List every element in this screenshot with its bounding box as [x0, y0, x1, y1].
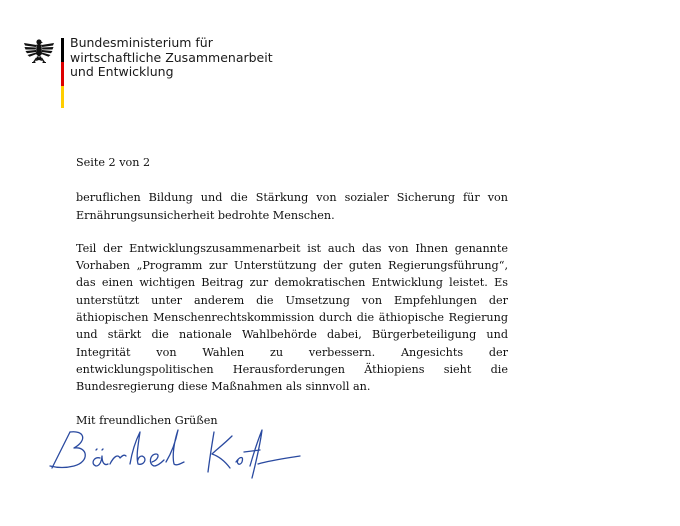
ministry-name-line-1: Bundesministerium für	[70, 35, 213, 50]
handwritten-signature-icon	[44, 422, 304, 486]
closing-salutation: Mit freundlichen Grüßen	[76, 413, 218, 427]
ministry-name-line-3: und Entwicklung	[70, 64, 174, 80]
letter-body	[76, 154, 508, 429]
page-indicator: Seite 2 von 2	[76, 156, 151, 169]
flag-bar	[61, 38, 64, 108]
flag-stripe-black	[61, 38, 64, 62]
federal-eagle-icon	[22, 37, 56, 67]
ministry-name-line-2: wirtschaftliche Zusammenarbeit	[70, 49, 273, 65]
paragraph-1: beruflichen Bildung und die Stärkung von sozialer Sicherung für von Ernährungsunsicherheit bedrohte Menschen.	[76, 191, 508, 222]
ministry-name	[70, 36, 273, 80]
paragraph-2: Teil der Entwicklungszusammenarbeit ist auch das von Ihnen genannte Vorhaben „Programm zur Unterstützung der guten Regierungsführung“, das einen wichtigen Beitrag zur demokratischen Entwicklung leistet. Es unterstützt unter anderem die Umsetzung von Empfehlungen der äthiopischen Menschenrechtskommission durch die äthiopische Regierung und stärkt die nationale Wahlbehörde dabei, Bürgerbeteiligung und Integrität von Wahlen zu verbessern. Angesichts der entwicklungspolitischen Herausforderungen Äthiopiens sieht die Bundesregierung diese Maßnahmen als sinnvoll an.	[76, 241, 508, 394]
flag-stripe-red	[61, 62, 64, 86]
flag-stripe-gold	[61, 86, 64, 108]
